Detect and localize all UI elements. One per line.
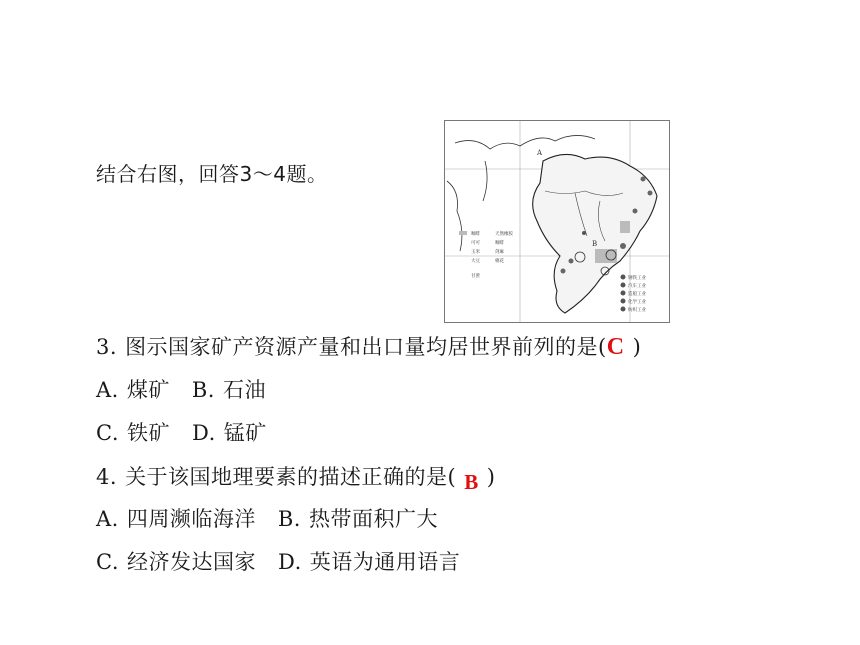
option-text: 锰矿 bbox=[223, 421, 267, 445]
option-dot: . bbox=[111, 550, 120, 574]
map-label-b: B bbox=[592, 240, 598, 248]
option-letter: B bbox=[277, 507, 294, 531]
country-outline bbox=[533, 154, 657, 313]
svg-text:天然橡胶: 天然橡胶 bbox=[495, 232, 513, 237]
question-close: ) bbox=[632, 335, 642, 359]
q3-options-row-1 bbox=[96, 374, 266, 404]
question-number: 4 bbox=[96, 465, 110, 489]
question-4 bbox=[96, 461, 496, 494]
option-dot: . bbox=[207, 378, 215, 402]
question-number: 3 bbox=[96, 335, 110, 359]
intro-text: 结合右图，回答3～4题。 bbox=[96, 162, 328, 186]
svg-text:纺织工业: 纺织工业 bbox=[628, 308, 646, 313]
option-text: 经济发达国家 bbox=[127, 550, 257, 574]
option-letter: A bbox=[96, 378, 112, 402]
option-text: 热带面积广大 bbox=[308, 507, 438, 531]
option-letter: A bbox=[96, 507, 112, 531]
svg-text:大豆: 大豆 bbox=[471, 259, 480, 264]
option-letter: B bbox=[191, 378, 208, 402]
svg-text:剑麻: 剑麻 bbox=[495, 250, 504, 255]
option-text: 煤矿 bbox=[126, 378, 170, 402]
option-letter: C bbox=[96, 550, 112, 574]
question-text: 图示国家矿产资源产量和出口量均居世界前列的是( bbox=[125, 335, 607, 359]
option-text: 铁矿 bbox=[127, 421, 171, 445]
option-text: 石油 bbox=[222, 378, 266, 402]
option-dot: . bbox=[294, 550, 302, 574]
map-label-a: A bbox=[537, 149, 543, 157]
option-letter: C bbox=[96, 421, 112, 445]
option-text: 四周濒临海洋 bbox=[126, 507, 256, 531]
option-dot: . bbox=[111, 421, 120, 445]
svg-text:化学工业: 化学工业 bbox=[628, 300, 646, 305]
svg-text:棉花: 棉花 bbox=[495, 259, 504, 264]
option-letter: D bbox=[278, 550, 295, 574]
svg-text:玉米: 玉米 bbox=[471, 250, 480, 255]
q3-options-row-2 bbox=[96, 417, 267, 447]
svg-text:造船工业: 造船工业 bbox=[628, 292, 646, 297]
svg-text:咖啡: 咖啡 bbox=[471, 232, 480, 237]
option-dot: . bbox=[208, 421, 216, 445]
option-dot: . bbox=[111, 378, 119, 402]
svg-text:钢铁工业: 钢铁工业 bbox=[628, 276, 646, 281]
svg-text:咖啡: 咖啡 bbox=[495, 241, 504, 246]
svg-text:甘蔗: 甘蔗 bbox=[471, 274, 480, 279]
answer-b: B bbox=[464, 470, 479, 494]
option-dot: . bbox=[293, 507, 301, 531]
map-svg bbox=[445, 121, 669, 322]
option-letter: D bbox=[192, 421, 209, 445]
question-3 bbox=[96, 331, 641, 361]
svg-text:可可: 可可 bbox=[471, 241, 480, 246]
question-close: ) bbox=[486, 465, 496, 489]
q4-options-row-1 bbox=[96, 503, 438, 533]
answer-c: C bbox=[606, 334, 625, 360]
brazil-map-figure bbox=[444, 120, 670, 323]
question-text: 关于该国地理要素的描述正确的是( bbox=[125, 465, 457, 489]
option-text: 英语为通用语言 bbox=[309, 550, 461, 574]
q4-options-row-2 bbox=[96, 546, 460, 576]
question-dot: . bbox=[109, 335, 118, 359]
option-dot: . bbox=[111, 507, 119, 531]
question-dot: . bbox=[109, 465, 118, 489]
svg-text:汽车工业: 汽车工业 bbox=[628, 284, 646, 289]
